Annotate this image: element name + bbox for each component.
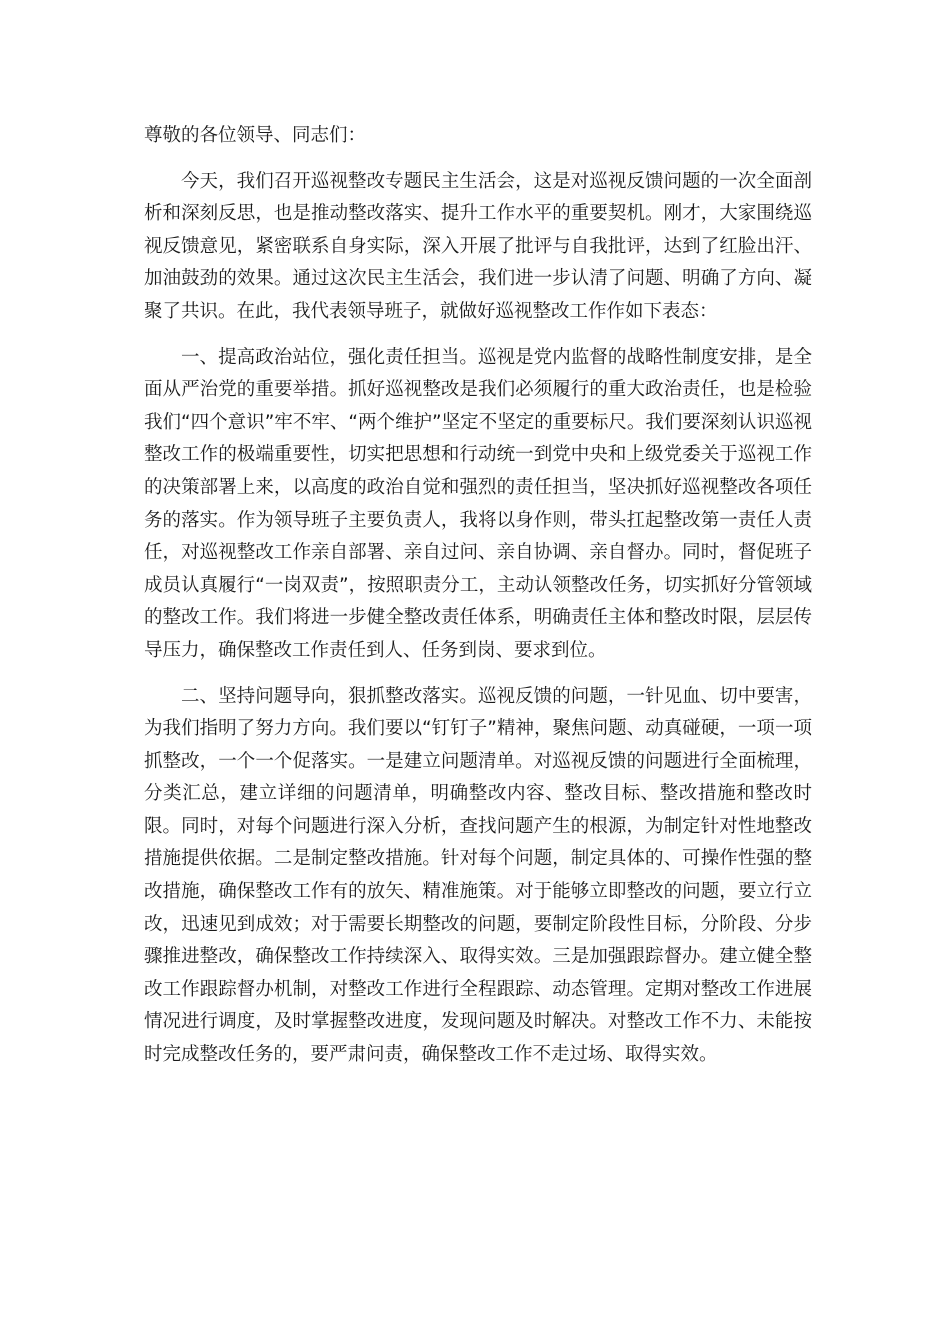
document-body <box>144 120 812 1072</box>
salutation: 尊敬的各位领导、同志们： <box>144 125 367 146</box>
paragraph-opening: 今天，我们召开巡视整改专题民主生活会，这是对巡视反馈问题的一次全面剖析和深刻反思，也是推动整改落实、提升工作水平的重要契机。刚才，大家围绕巡视反馈意见，紧密联系自身实际，深入开展了批评与自我批评，达到了红脸出汗、加油鼓劲的效果。通过这次民主生活会，我们进一步认清了问题、明确了方向、凝聚了共识。在此，我代表领导班子，就做好巡视整改工作作如下表态： <box>144 170 812 322</box>
paragraph-section-two: 二、坚持问题导向，狠抓整改落实。巡视反馈的问题，一针见血、切中要害，为我们指明了努力方向。我们要以“钉钉子”精神，聚焦问题、动真碰硬，一项一项抓整改，一个一个促落实。一是建立问题清单。对巡视反馈的问题进行全面梳理，分类汇总，建立详细的问题清单，明确整改内容、整改目标、整改措施和整改时限。同时，对每个问题进行深入分析，查找问题产生的根源，为制定针对性地整改措施提供依据。二是制定整改措施。针对每个问题，制定具体的、可操作性强的整改措施，确保整改工作有的放矢、精准施策。对于能够立即整改的问题，要立行立改，迅速见到成效；对于需要长期整改的问题，要制定阶段性目标，分阶段、分步骤推进整改，确保整改工作持续深入、取得实效。三是加强跟踪督办。建立健全整改工作跟踪督办机制，对整改工作进行全程跟踪、动态管理。定期对整改工作进展情况进行调度，及时掌握整改进度，发现问题及时解决。对整改工作不力、未能按时完成整改任务的，要严肃问责，确保整改工作不走过场、取得实效。 <box>144 685 812 1066</box>
paragraph-section-one: 一、提高政治站位，强化责任担当。巡视是党内监督的战略性制度安排，是全面从严治党的重要举措。抓好巡视整改是我们必须履行的重大政治责任，也是检验我们“四个意识”牢不牢、“两个维护”坚定不坚定的重要标尺。我们要深刻认识巡视整改工作的极端重要性，切实把思想和行动统一到党中央和上级党委关于巡视工作的决策部署上来，以高度的政治自觉和强烈的责任担当，坚决抓好巡视整改各项任务的落实。作为领导班子主要负责人，我将以身作则，带头扛起整改第一责任人责任，对巡视整改工作亲自部署、亲自过问、亲自协调、亲自督办。同时，督促班子成员认真履行“一岗双责”，按照职责分工，主动认领整改任务，切实抓好分管领域的整改工作。我们将进一步健全整改责任体系，明确责任主体和整改时限，层层传导压力，确保整改工作责任到人、任务到岗、要求到位。 <box>144 346 812 661</box>
